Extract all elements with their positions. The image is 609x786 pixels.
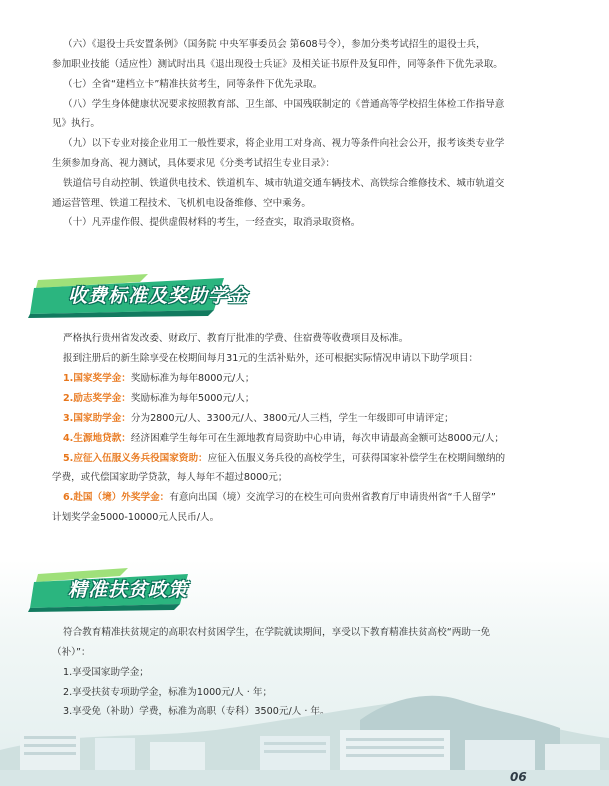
poverty-intro-2: （补）”： xyxy=(52,647,91,658)
list-item-9-line-1: （九）以下专业对接企业用工一般性要求，将企业用工对身高、视力等条件向社会公开，报考该类专业学 xyxy=(63,138,505,149)
aid-item-3 xyxy=(52,410,569,427)
poverty-item-2: 2.享受扶贫专项助学金，标准为1000元/人 · 年； xyxy=(63,687,273,698)
section-title-fees: 收费标准及奖助学金 xyxy=(68,285,249,307)
section-banner-poverty xyxy=(28,566,218,612)
poverty-intro-1: 符合教育精准扶贫规定的高职农村贫困学生，在学院就读期间，享受以下教育精准扶贫高校“两助一免 xyxy=(63,627,491,638)
list-item-9-line-2: 生须参加身高、视力测试，具体要求见《分类考试招生专业目录》： xyxy=(52,158,336,169)
list-item-9-line-3: 铁道信号自动控制、铁道供电技术、铁道机车、城市轨道交通车辆技术、高铁综合维修技术、城市轨道交 xyxy=(63,178,505,189)
aid-item-4 xyxy=(52,430,569,447)
aid-item-1 xyxy=(52,370,569,387)
aid-item-label: 1.国家奖学金： xyxy=(63,373,131,384)
aid-item-text: 奖励标准为每年5000元/人； xyxy=(130,393,255,404)
list-item-9-line-4: 通运营管理、铁道工程技术、飞机机电设备维修、空中乘务。 xyxy=(52,198,312,209)
aid-item-2 xyxy=(52,390,569,407)
list-item-8-line-1: （八）学生身体健康状况要求按照教育部、卫生部、中国残联制定的《普通高等学校招生体检工作指导意 xyxy=(63,99,505,110)
aid-item-6 xyxy=(52,489,569,506)
list-item-8-line-2: 见》执行。 xyxy=(52,118,100,129)
list-item-6-line-1: （六）《退役士兵安置条例》（国务院 中央军事委员会 第608号令），参加分类考试招生的退役士兵， xyxy=(63,39,486,50)
aid-item-6-cont: 计划奖学金5000-10000元人民币/人。 xyxy=(52,512,220,523)
fees-intro-2: 报到注册后的新生除享受在校期间每月31元的生活补贴外，还可根据实际情况申请以下助学项目： xyxy=(63,353,479,364)
aid-item-text: 应征入伍服义务兵役的高校学生，可获得国家补偿学生在校期间缴纳的 xyxy=(207,453,506,464)
aid-item-label: 2.励志奖学金： xyxy=(63,393,131,404)
aid-item-label: 3.国家助学金： xyxy=(63,413,131,424)
list-item-10: （十）凡弄虚作假、提供虚假材料的考生，一经查实，取消录取资格。 xyxy=(63,217,361,228)
page-number: 06 xyxy=(510,770,527,784)
aid-item-label: 6.赴国（境）外奖学金： xyxy=(63,492,170,503)
aid-item-label: 4.生源地贷款： xyxy=(63,433,131,444)
aid-item-text: 经济困难学生每年可在生源地教育局资助中心申请，每次申请最高金额可达8000元/人； xyxy=(130,433,504,444)
section-title-poverty: 精准扶贫政策 xyxy=(68,579,189,601)
aid-item-text: 奖励标准为每年8000元/人； xyxy=(130,373,255,384)
aid-item-text: 有意向出国（境）交流学习的在校生可向贵州省教育厅申请贵州省“千人留学” xyxy=(169,492,496,503)
section-banner-fees xyxy=(28,272,249,318)
aid-item-text: 分为2800元/人、3300元/人、3800元/人三档，学生一年级即可申请评定； xyxy=(130,413,454,424)
list-item-7: （七）全省“建档立卡”精准扶贫考生，同等条件下优先录取。 xyxy=(63,79,323,90)
aid-item-5 xyxy=(52,450,569,467)
fees-intro-1: 严格执行贵州省发改委、财政厅、教育厅批准的学费、住宿费等收费项目及标准。 xyxy=(63,333,409,344)
poverty-item-1: 1.享受国家助学金； xyxy=(63,667,149,678)
poverty-item-3: 3.享受免（补助）学费，标准为高职（专科）3500元/人 · 年。 xyxy=(63,706,330,717)
aid-item-label: 5.应征入伍服义务兵役国家资助： xyxy=(63,453,208,464)
aid-item-5-cont: 学费，或代偿国家助学贷款，每人每年不超过8000元； xyxy=(52,472,288,483)
list-item-6-line-2: 参加职业技能（适应性）测试时出具《退出现役士兵证》及相关证书原件及复印件，同等条件下优先录取。 xyxy=(52,59,503,70)
